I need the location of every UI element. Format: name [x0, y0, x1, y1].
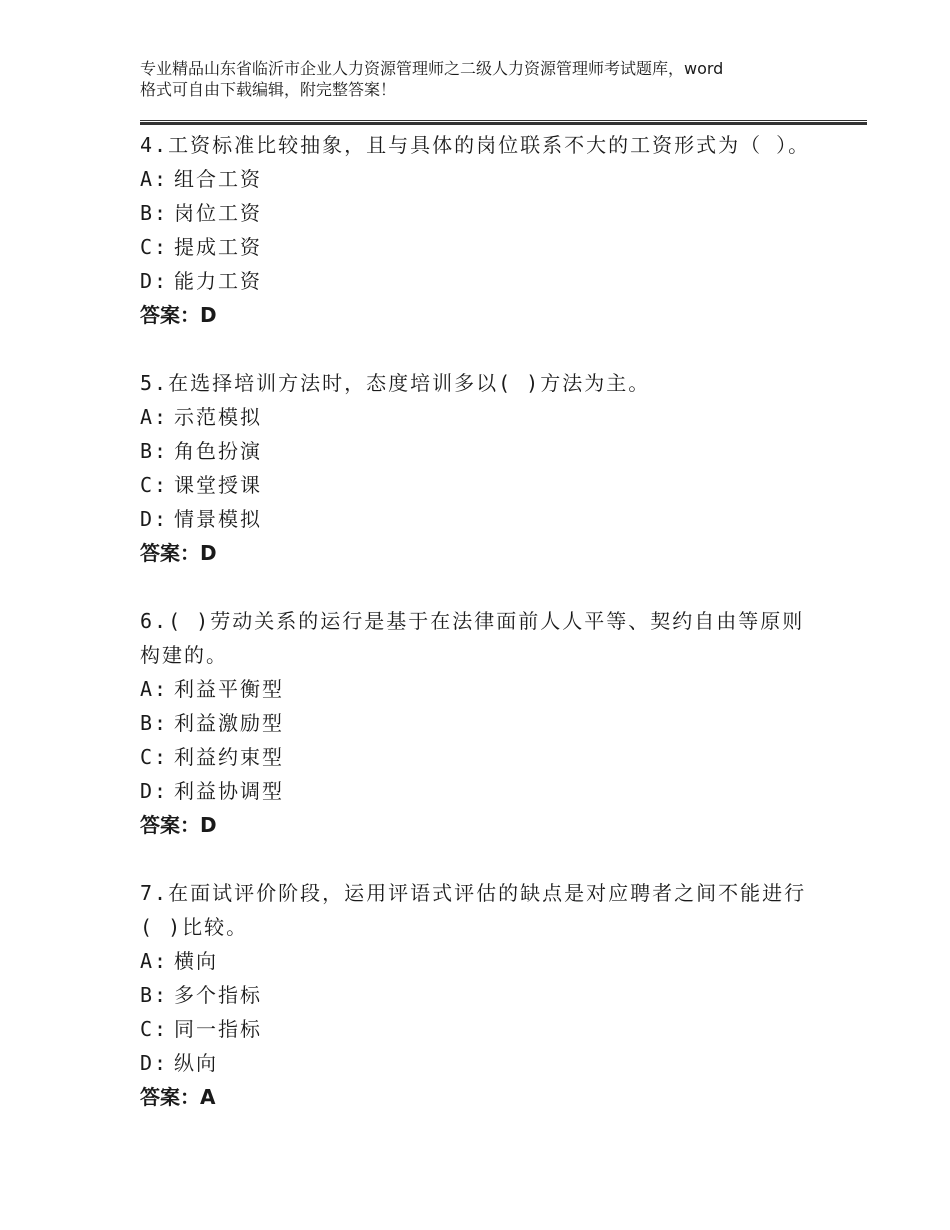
option-text: 同一指标 — [174, 1017, 262, 1041]
header-line-2: 格式可自由下载编辑，附完整答案！ — [140, 80, 397, 99]
question-text: 7.在面试评价阶段，运用评语式评估的缺点是对应聘者之间不能进行( )比较。 — [140, 881, 807, 939]
option-text: 纵向 — [174, 1051, 218, 1075]
option-letter: A: — [140, 949, 169, 973]
option-text: 利益激励型 — [174, 711, 284, 735]
option-letter: D: — [140, 507, 169, 531]
option-a — [140, 672, 868, 706]
option-letter: B: — [140, 201, 169, 225]
answer-line: 答案：D — [140, 813, 217, 837]
header-line-1: 专业精品山东省临沂市企业人力资源管理师之二级人力资源管理师考试题库，word — [140, 59, 724, 78]
option-text: 示范模拟 — [174, 405, 262, 429]
option-text: 多个指标 — [174, 983, 262, 1007]
option-letter: A: — [140, 677, 169, 701]
option-letter: B: — [140, 983, 169, 1007]
option-text: 提成工资 — [174, 235, 262, 259]
option-text: 横向 — [174, 949, 218, 973]
question-list — [140, 128, 868, 1148]
option-text: 角色扮演 — [174, 439, 262, 463]
option-letter: A: — [140, 167, 169, 191]
question-item — [140, 876, 868, 1114]
option-text: 组合工资 — [174, 167, 262, 191]
option-letter: B: — [140, 439, 169, 463]
answer-line: 答案：A — [140, 1085, 216, 1109]
option-a — [140, 400, 868, 434]
option-d — [140, 774, 868, 808]
option-c — [140, 1012, 868, 1046]
option-letter: D: — [140, 1051, 169, 1075]
option-text: 课堂授课 — [174, 473, 262, 497]
option-text: 利益平衡型 — [174, 677, 284, 701]
option-d — [140, 502, 868, 536]
option-text: 能力工资 — [174, 269, 262, 293]
option-a — [140, 162, 868, 196]
option-text: 利益约束型 — [174, 745, 284, 769]
option-c — [140, 740, 868, 774]
option-letter: B: — [140, 711, 169, 735]
option-b — [140, 706, 868, 740]
option-letter: C: — [140, 1017, 169, 1041]
header-divider — [140, 120, 867, 125]
option-letter: D: — [140, 779, 169, 803]
option-letter: D: — [140, 269, 169, 293]
question-item — [140, 366, 868, 570]
option-a — [140, 944, 868, 978]
document-header — [140, 58, 840, 100]
question-text: 5.在选择培训方法时，态度培训多以( )方法为主。 — [140, 371, 651, 395]
question-text: 4.工资标准比较抽象，且与具体的岗位联系不大的工资形式为（ ）。 — [140, 133, 811, 157]
answer-line: 答案：D — [140, 303, 217, 327]
option-letter: C: — [140, 235, 169, 259]
option-b — [140, 434, 868, 468]
option-text: 情景模拟 — [174, 507, 262, 531]
option-letter: C: — [140, 745, 169, 769]
option-b — [140, 978, 868, 1012]
question-item — [140, 128, 868, 332]
option-c — [140, 230, 868, 264]
question-item — [140, 604, 868, 842]
option-c — [140, 468, 868, 502]
option-d — [140, 264, 868, 298]
option-b — [140, 196, 868, 230]
option-letter: C: — [140, 473, 169, 497]
option-text: 利益协调型 — [174, 779, 284, 803]
answer-line: 答案：D — [140, 541, 217, 565]
option-d — [140, 1046, 868, 1080]
option-letter: A: — [140, 405, 169, 429]
question-text: 6.( )劳动关系的运行是基于在法律面前人人平等、契约自由等原则构建的。 — [140, 609, 805, 667]
option-text: 岗位工资 — [174, 201, 262, 225]
